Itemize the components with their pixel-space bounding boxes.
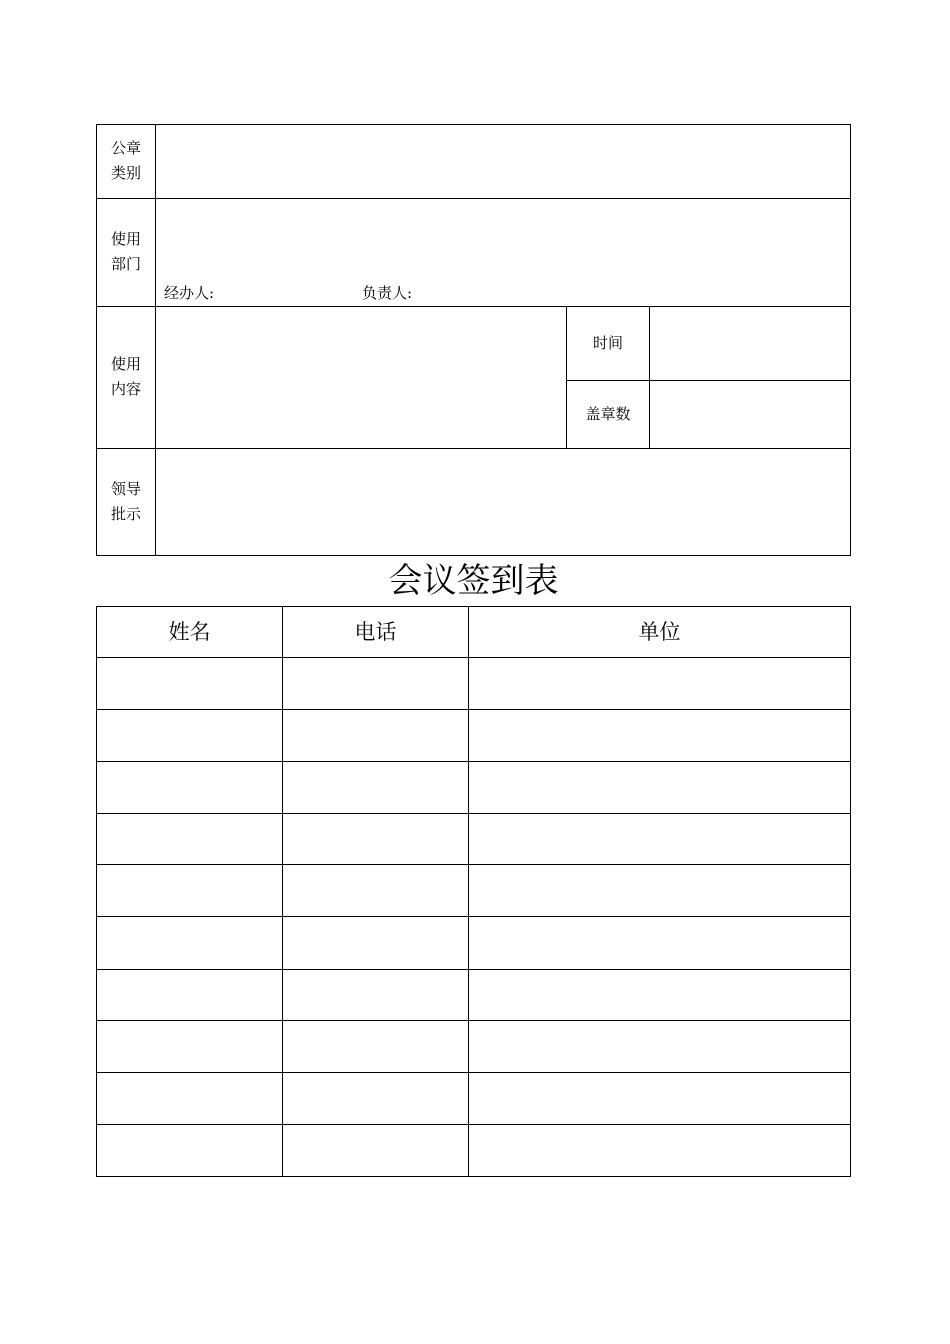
cell-name[interactable] xyxy=(97,1125,282,1176)
stamp-count-label: 盖章数 xyxy=(585,405,631,423)
cell-unit[interactable] xyxy=(469,917,850,969)
approval-label xyxy=(97,477,155,527)
time-label: 时间 xyxy=(592,334,623,352)
cell-phone[interactable] xyxy=(283,970,468,1020)
label-line: 使用 xyxy=(110,355,141,373)
department-field[interactable] xyxy=(156,199,850,279)
cell-unit[interactable] xyxy=(469,710,850,761)
department-label xyxy=(97,227,155,277)
content-label xyxy=(97,352,155,402)
cell-name[interactable] xyxy=(97,1021,282,1072)
label-line: 批示 xyxy=(110,505,141,523)
content-field[interactable] xyxy=(156,307,566,448)
cell-name[interactable] xyxy=(97,658,282,709)
table-border-right xyxy=(850,606,851,1177)
label-line: 类别 xyxy=(110,164,141,182)
cell-name[interactable] xyxy=(97,762,282,813)
header-unit: 单位 xyxy=(638,620,681,644)
label-line: 使用 xyxy=(110,230,141,248)
seal-type-field[interactable] xyxy=(156,125,850,198)
header-name: 姓名 xyxy=(168,620,211,644)
cell-phone[interactable] xyxy=(283,658,468,709)
signin-title: 会议签到表 xyxy=(388,561,559,601)
form-border-bottom xyxy=(96,555,851,556)
cell-phone[interactable] xyxy=(283,865,468,916)
approval-field[interactable] xyxy=(156,449,850,555)
cell-phone[interactable] xyxy=(283,710,468,761)
cell-unit[interactable] xyxy=(469,814,850,864)
cell-name[interactable] xyxy=(97,814,282,864)
table-border-bottom xyxy=(96,1176,851,1177)
cell-name[interactable] xyxy=(97,865,282,916)
cell-unit[interactable] xyxy=(469,865,850,916)
cell-name[interactable] xyxy=(97,917,282,969)
cell-phone[interactable] xyxy=(283,1073,468,1124)
cell-unit[interactable] xyxy=(469,762,850,813)
handler-label: 经办人: xyxy=(164,284,215,302)
cell-phone[interactable] xyxy=(283,1021,468,1072)
form-border-right xyxy=(850,124,851,556)
label-line: 领导 xyxy=(110,480,141,498)
stamp-count-field[interactable] xyxy=(650,381,850,448)
label-line: 公章 xyxy=(110,139,141,157)
cell-unit[interactable] xyxy=(469,1125,850,1176)
cell-unit[interactable] xyxy=(469,970,850,1020)
time-field[interactable] xyxy=(650,307,850,380)
cell-phone[interactable] xyxy=(283,917,468,969)
cell-unit[interactable] xyxy=(469,1021,850,1072)
cell-phone[interactable] xyxy=(283,814,468,864)
cell-unit[interactable] xyxy=(469,1073,850,1124)
responsible-label: 负责人: xyxy=(362,284,413,302)
cell-name[interactable] xyxy=(97,1073,282,1124)
cell-phone[interactable] xyxy=(283,762,468,813)
cell-name[interactable] xyxy=(97,970,282,1020)
cell-phone[interactable] xyxy=(283,1125,468,1176)
cell-name[interactable] xyxy=(97,710,282,761)
header-phone: 电话 xyxy=(354,620,397,644)
label-line: 内容 xyxy=(110,380,141,398)
label-line: 部门 xyxy=(110,255,141,273)
cell-unit[interactable] xyxy=(469,658,850,709)
seal-type-label xyxy=(97,136,155,186)
